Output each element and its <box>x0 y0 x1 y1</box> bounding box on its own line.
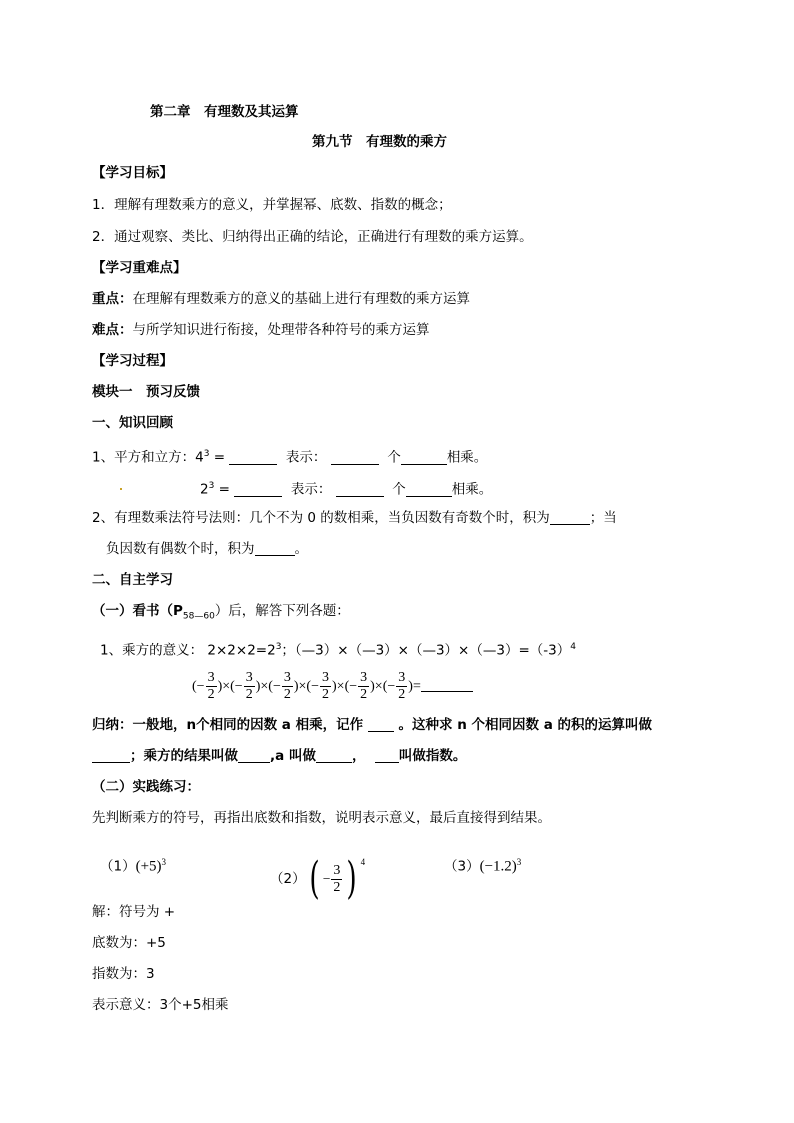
difficulty-line <box>92 320 430 340</box>
summary-line-1 <box>92 715 652 735</box>
q1-multiply: 相乘。 <box>446 449 488 466</box>
q1-count-blank[interactable] <box>331 450 379 465</box>
summary-line-2 <box>92 746 466 766</box>
q2-text-1: 2、有理数乘法符号法则：几个不为 0 的数相乘，当负因数有奇数个时，积为 <box>92 510 550 526</box>
goal-item-1: 1．理解有理数乘方的意义，并掌握幂、底数、指数的概念； <box>92 197 452 213</box>
subsection-2-title: （二）实践练习： <box>92 779 200 795</box>
part1-title: 一、知识回顾 <box>92 415 173 431</box>
exercise-3 <box>444 852 521 877</box>
ex2-label: （2） <box>270 871 306 887</box>
decorative-dot <box>120 488 122 490</box>
frac-group-5: (− $\frac{3}{2}$ ) <box>344 670 375 703</box>
meaning-negative-expr: ；（—3）×（—3）×（—3）×（—3）=（-3） <box>281 642 571 659</box>
keypoints-heading: 【学习重难点】 <box>92 260 187 276</box>
meaning-label: 1、乘方的意义： <box>100 642 204 659</box>
q1-eq: = <box>213 449 226 466</box>
goals-heading: 【学习目标】 <box>92 165 173 181</box>
ex2-minus: − <box>322 871 331 886</box>
ex2-fraction: $\frac{3}{2}$ <box>333 862 341 895</box>
q2-odd-blank[interactable] <box>550 510 590 525</box>
fraction-product: (− $\frac{3}{2}$ )×(− $\frac{3}{2}$ )×(− $\frac{3}{2}$ )×(− $\frac{3}{2}$ )×(− $\frac{3}{2}$ )×(− $\frac{3}{2}$ )= <box>192 669 473 705</box>
chapter-title: 第二章 有理数及其运算 <box>150 104 299 120</box>
ex3-label: （3） <box>444 858 480 875</box>
focus-line <box>92 289 470 309</box>
part2-title: 二、自主学习 <box>92 572 173 588</box>
section-title: 第九节 有理数的乘方 <box>312 134 447 150</box>
answer-exponent: 指数为：3 <box>92 966 155 982</box>
ex1-label: （1） <box>100 858 136 875</box>
answer-base: 底数为：+5 <box>92 935 166 951</box>
q1b-count-blank[interactable] <box>336 482 384 497</box>
summary-2a: ；乘方的结果叫做 <box>130 748 238 764</box>
q2-text-2: 负因数有偶数个时，积为 <box>106 541 255 557</box>
summary-result-blank[interactable] <box>238 748 270 763</box>
summary-notation-blank[interactable] <box>368 717 394 732</box>
summary-1a: 归纳：一般地，n个相同的因数 a 相乘，记作 <box>92 717 364 733</box>
exercise-2 <box>270 840 366 904</box>
ex3-expression: (−1.2) <box>479 858 517 875</box>
q1-show-label: 表示： <box>285 449 327 466</box>
summary-2b: ,a 叫做 <box>270 748 316 764</box>
process-heading: 【学习过程】 <box>92 353 173 369</box>
answer-sign: 解：符号为 + <box>92 904 176 920</box>
summary-1b: 。这种求 n 个相同因数 a 的积的运算叫做 <box>398 717 653 733</box>
q1b-eq: = <box>218 481 230 498</box>
q2-line-2 <box>106 539 308 559</box>
exercise-1 <box>100 852 166 877</box>
module-title: 模块一 预习反馈 <box>92 384 200 400</box>
q1b-show-label: 表示： <box>290 481 332 498</box>
q1-result-blank[interactable] <box>229 450 277 465</box>
ex2-exponent: 4 <box>360 857 366 867</box>
difficulty-label: 难点： <box>92 322 133 338</box>
q1-prefix: 1、平方和立方：4 <box>92 449 204 466</box>
summary-exponent-blank[interactable] <box>375 748 399 763</box>
frac-group-3: (− $\frac{3}{2}$ ) <box>268 670 299 703</box>
difficulty-text: 与所学知识进行衔接，处理带各种符号的乘方运算 <box>132 322 430 338</box>
subsection-1-title <box>92 601 350 627</box>
ex3-exponent: 3 <box>516 857 522 867</box>
q1-exponent: 3 <box>203 449 210 459</box>
meaning-negative-exponent: 4 <box>570 642 576 652</box>
summary-base-blank[interactable] <box>316 748 352 763</box>
ex1-expression: (+5) <box>135 858 162 875</box>
answer-meaning: 表示意义：3个+5相乘 <box>92 997 229 1013</box>
q2-end: 。 <box>294 541 308 557</box>
q1b-exponent: 3 <box>208 481 215 491</box>
instruction-text: 先判断乘方的符号，再指出底数和指数，说明表示意义，最后直接得到结果。 <box>92 810 551 826</box>
sub1-prefix: （一）看书（P <box>92 603 183 619</box>
q1b-multiply: 相乘。 <box>451 481 493 498</box>
q1b-base: 2 <box>200 481 209 498</box>
meaning-line <box>100 637 576 661</box>
q1-line-square <box>92 444 487 468</box>
frac-group-1: (− $\frac{3}{2}$ ) <box>192 670 223 703</box>
q1-ge: 个 <box>387 449 401 466</box>
focus-text: 在理解有理数乘方的意义的基础上进行有理数的乘方运算 <box>132 291 470 307</box>
fraction-result-blank[interactable] <box>421 677 473 692</box>
summary-operation-blank[interactable] <box>92 748 130 763</box>
ex2-left-paren: ( <box>309 853 320 904</box>
goal-item-2: 2．通过观察、类比、归纳得出正确的结论，正确进行有理数的乘方运算。 <box>92 229 533 245</box>
summary-2d: 叫做指数。 <box>398 748 467 764</box>
q1-factor-blank[interactable] <box>401 450 447 465</box>
q1b-ge: 个 <box>392 481 406 498</box>
ex1-exponent: 3 <box>161 857 167 867</box>
q2-even-blank[interactable] <box>255 541 295 556</box>
frac-group-6: (− $\frac{3}{2}$ ) <box>382 670 413 703</box>
q1-line-cube <box>200 476 492 500</box>
frac-group-4: (− $\frac{3}{2}$ ) <box>306 670 337 703</box>
focus-label: 重点： <box>92 291 133 307</box>
q1b-factor-blank[interactable] <box>406 482 452 497</box>
ex2-right-paren: ) <box>346 853 358 904</box>
summary-2c: ， <box>351 748 366 764</box>
sub1-suffix: ）后，解答下列各题： <box>214 603 350 619</box>
q2-line-1 <box>92 508 617 528</box>
meaning-exponent: 3 <box>275 642 282 652</box>
sub1-page-range: 58—60 <box>182 611 215 622</box>
meaning-expr: 2×2×2=2 <box>207 642 276 659</box>
q1b-result-blank[interactable] <box>234 482 282 497</box>
q2-semicolon: ；当 <box>589 510 617 526</box>
frac-group-2: (− $\frac{3}{2}$ ) <box>230 670 261 703</box>
